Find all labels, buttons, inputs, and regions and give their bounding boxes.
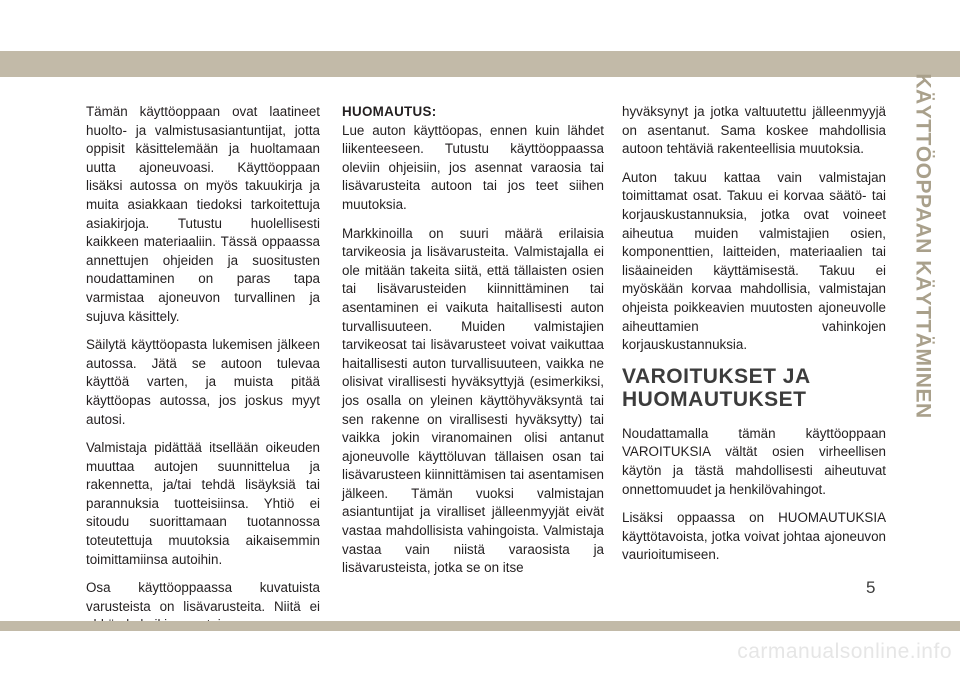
section-heading-line-2: HUOMAUTUKSET — [622, 387, 807, 411]
chapter-side-tab — [908, 73, 938, 419]
paragraph: Tämän käyttöoppaan ovat laatineet huolto- ja valmistusasiantuntijat, jotta oppisit käsittelemään ja huoltamaan uutta ajoneuvoasi. Käyttöoppaan lisäksi autossa on myös takuukirja ja muita asiakkaan tiedoksi tarkoitettuja asiakirjoja. Tutustu huolellisesti kaikkeen materiaaliin. Tässä oppaassa annettujen ohjeiden ja suositusten noudattaminen on paras tapa varmistaa ajoneuvon turvallinen ja sujuva käsittely. — [86, 104, 320, 324]
chapter-side-tab-label: KÄYTTÖOPPAAN KÄYTTÄMINEN — [912, 73, 935, 419]
paragraph: hyväksynyt ja jotka valtuutettu jälleenmyyjä on asentanut. Sama koskee mahdollisia autoon tehtäviä rakenteellisia muutoksia. — [622, 104, 886, 157]
paragraph: Lisäksi oppaassa on HUOMAUTUKSIA käyttötavoista, jotka voivat johtaa ajoneuvon vaurioitumiseen. — [622, 510, 886, 563]
note-label: HUOMAUTUS: — [342, 104, 437, 119]
note-block — [342, 103, 604, 215]
paragraph: Auton takuu kattaa vain valmistajan toimittamat osat. Takuu ei korvaa säätö- tai korjauskustannuksia, jotka ovat voineet aiheutua muiden valmistajien osien, komponenttien, laitteiden, materiaalien tai lisäaineiden käyttämisestä. Takuu ei myöskään korvaa mahdollisia, valmistajan ohjeista poikkeavien muutosten ajoneuvolle aiheuttamien vahinkojen korjauskustannuksia. — [622, 169, 886, 353]
section-heading-line-1: VAROITUKSET JA — [622, 364, 811, 388]
paragraph: Valmistaja pidättää itsellään oikeuden muuttaa autojen suunnittelua ja rakennetta, ja/tai tehdä lisäyksiä tai parannuksia tuotteisiinsa. Yhtiö ei sitoudu suorittamaan tuotannossa toteutettuja muutoksia aikaisemmin toimittamiinsa autoihin. — [86, 440, 320, 567]
paragraph: Noudattamalla tämän käyttöoppaan VAROITUKSIA vältät osien virheellisen käytön ja tästä mahdollisesti aiheutuvat onnettomuudet ja henkilövahingot. — [622, 425, 886, 497]
page-number: 5 — [866, 578, 876, 597]
text-column-2 — [342, 103, 604, 588]
footer-watermark: carmanualsonline.info — [737, 640, 952, 663]
paragraph: Osa käyttöoppaassa kuvatuista varusteista on lisävarusteita. Niitä ei — [86, 580, 320, 614]
text-column-1 — [86, 103, 320, 645]
text-column-3 — [622, 103, 886, 575]
paragraph: Säilytä käyttöopasta lukemisen jälkeen autossa. Jätä se autoon tulevaa käyttöä varten, ja muista pitää käyttöopas autossa, jos joskus myyt autosi. — [86, 337, 320, 427]
paragraph: Markkinoilla on suuri määrä erilaisia tarvikeosia ja lisävarusteita. Valmistajalla ei ole mitään takeita siitä, että tällaisten osien tai lisävarusteiden kiinnittäminen tai asentaminen ei vaikuta haitallisesti auton turvallisuuteen. Muiden valmistajien tarvikeosat tai lisävarusteet voivat vaikuttaa haitallisesti auton turvallisuuteen, vaikka ne olisivat virallisesti hyväksyttyjä (esimerkiksi, jos osalla on yleinen käyttöhyväksyntä tai sen rakenne on virallisesti hyväksytty) tai vaikka jokin viranomainen olisi antanut ajoneuvolle käyttöluvan tällaisen osan tai lisävarusteen kiinnittämisen tai asentamisen jälkeen. Tämän vuoksi valmistajan asiantuntijat ja viralliset jälleenmyyjät eivät vastaa mahdollisista vahingoista. Valmistaja vastaa vain niistä varaosista ja lisävarusteista, jotka se on itse — [342, 225, 604, 576]
note-text: Lue auton käyttöopas, ennen kuin lähdet liikenteeseen. Tutustu käyttöoppaassa oleviin ohjeisiin, jos asennat varaosia tai lisävarusteita autoon tai jos teet siihen muutoksia. — [342, 122, 604, 212]
section-heading — [622, 365, 886, 411]
header-band — [0, 51, 960, 77]
footer-band — [0, 621, 960, 631]
